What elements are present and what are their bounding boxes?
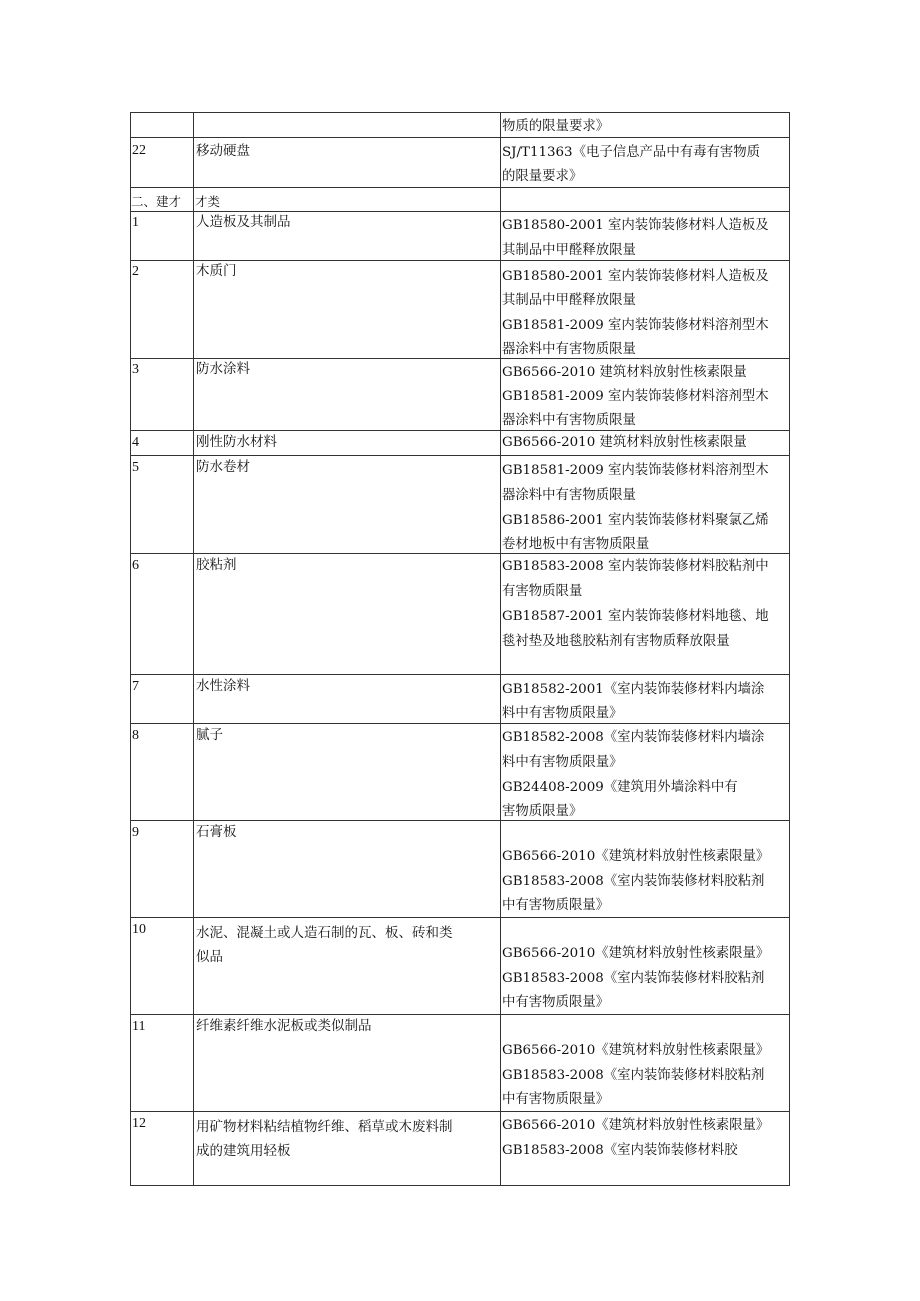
standard-text: GB18583-2008《室内装饰装修材料胶粘剂 [502, 874, 765, 889]
row-number: 11 [132, 1019, 146, 1034]
row-number: 22 [132, 143, 146, 158]
product-name: 用矿物材料粘结植物纤维、稻草或木废料制 [196, 1119, 453, 1135]
standard-text: GB6566-2010《建筑材料放射性核素限量》 [502, 1118, 770, 1133]
section-heading-continued: 才类 [195, 194, 221, 209]
standard-text: GB18580-2001 室内装饰装修材料人造板及 [502, 269, 769, 284]
row-number: 2 [132, 264, 139, 279]
standard-text: 料中有害物质限量》 [502, 706, 623, 721]
standard-text: GB6566-2010《建筑材料放射性核素限量》 [502, 849, 770, 864]
product-name: 似品 [196, 949, 223, 965]
standard-text: GB18582-2008《室内装饰装修材料内墙涂 [502, 730, 765, 745]
row-number: 3 [132, 362, 139, 377]
standard-text: 中有害物质限量》 [502, 898, 610, 913]
standard-text: GB6566-2010 建筑材料放射性核素限量 [502, 435, 747, 450]
standard-text: 卷材地板中有害物质限量 [502, 537, 650, 552]
product-name: 石膏板 [196, 824, 237, 840]
standard-text: GB18583-2008 室内装饰装修材料胶粘剂中 [502, 559, 769, 574]
standard-text: 料中有害物质限量》 [502, 755, 623, 770]
standard-text: 器涂料中有害物质限量 [502, 488, 636, 503]
standard-text: GB18582-2001《室内装饰装修材料内墙涂 [502, 682, 765, 697]
section-heading: 二、建才 [131, 194, 182, 209]
standard-text: 其制品中甲醛释放限量 [502, 243, 636, 258]
product-name: 水泥、混凝土或人造石制的瓦、板、砖和类 [196, 925, 453, 941]
row-number: 1 [132, 215, 139, 230]
row-number: 10 [132, 922, 146, 937]
standard-text: GB24408-2009《建筑用外墙涂料中有 [502, 780, 738, 795]
product-name: 刚性防水材料 [196, 434, 277, 450]
product-name: 移动硬盘 [196, 143, 250, 159]
product-name: 防水涂料 [196, 361, 250, 377]
row-number: 5 [132, 460, 139, 475]
standard-text: GB18583-2008《室内装饰装修材料胶粘剂 [502, 1068, 765, 1083]
standard-text: 器涂料中有害物质限量 [502, 413, 636, 428]
standard-text: GB6566-2010 建筑材料放射性核素限量 [502, 365, 747, 380]
standard-text: GB18583-2008《室内装饰装修材料胶 [502, 1143, 738, 1158]
row-number: 6 [132, 558, 139, 573]
product-name: 腻子 [196, 727, 223, 743]
standard-text: GB6566-2010《建筑材料放射性核素限量》 [502, 946, 770, 961]
product-name: 防水卷材 [196, 459, 250, 475]
product-name: 人造板及其制品 [196, 214, 291, 230]
standard-text: 中有害物质限量》 [502, 995, 610, 1010]
standard-text: GB18581-2009 室内装饰装修材料溶剂型木 [502, 463, 769, 478]
row-number: 4 [132, 435, 139, 450]
standard-text: 其制品中甲醛释放限量 [502, 293, 636, 308]
standard-text: GB18581-2009 室内装饰装修材料溶剂型木 [502, 389, 769, 404]
product-name: 纤维素纤维水泥板或类似制品 [196, 1018, 372, 1034]
product-name: 水性涂料 [196, 678, 250, 694]
standard-text: GB18580-2001 室内装饰装修材料人造板及 [502, 218, 769, 233]
product-name: 成的建筑用轻板 [196, 1143, 291, 1159]
standard-text: 毯衬垫及地毯胶粘剂有害物质释放限量 [502, 634, 730, 649]
row-number: 8 [132, 728, 139, 743]
standard-text: GB18583-2008《室内装饰装修材料胶粘剂 [502, 971, 765, 986]
standard-text: 有害物质限量 [502, 584, 583, 599]
product-name: 胶粘剂 [196, 557, 237, 573]
row-number: 9 [132, 825, 139, 840]
standard-text: GB18586-2001 室内装饰装修材料聚氯乙烯 [502, 513, 769, 528]
standard-text: 中有害物质限量》 [502, 1092, 610, 1107]
standard-text: GB18587-2001 室内装饰装修材料地毯、地 [502, 609, 769, 624]
standard-text: 害物质限量》 [502, 804, 583, 819]
standard-text: 物质的限量要求》 [502, 119, 610, 134]
standard-text: GB6566-2010《建筑材料放射性核素限量》 [502, 1043, 770, 1058]
standard-text: 器涂料中有害物质限量 [502, 342, 636, 357]
standard-text: 的限量要求》 [502, 169, 583, 184]
row-number: 7 [132, 679, 139, 694]
row-number: 12 [132, 1116, 146, 1131]
standard-text: GB18581-2009 室内装饰装修材料溶剂型木 [502, 318, 769, 333]
product-name: 木质门 [196, 263, 237, 279]
standard-text: SJ/T11363《电子信息产品中有毒有害物质 [502, 145, 761, 160]
